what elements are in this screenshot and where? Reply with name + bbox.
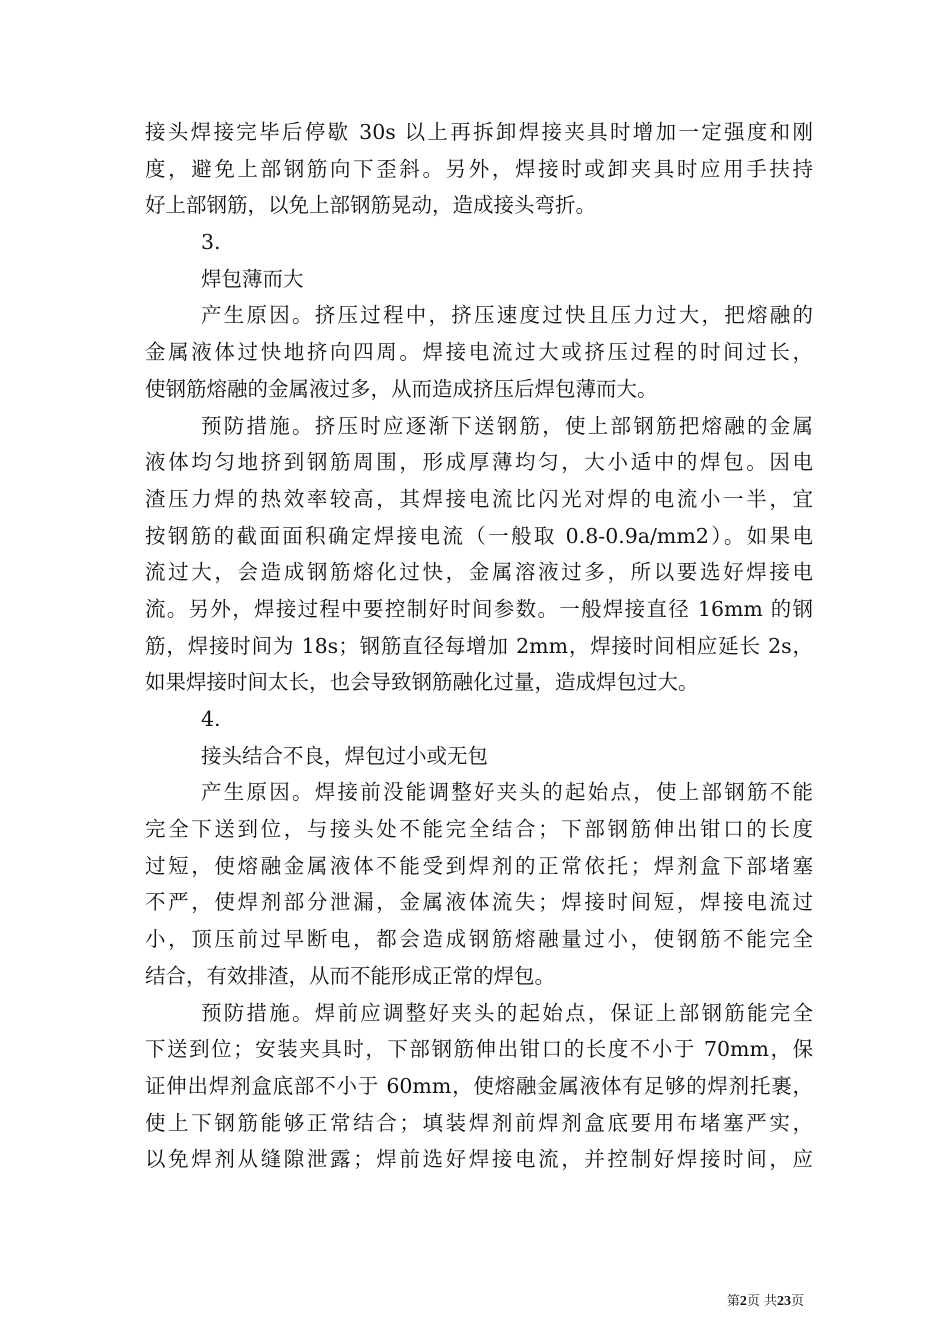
text-line: 过短，使熔融金属液体不能受到焊剂的正常依托；焊剂盒下部堵塞 bbox=[145, 853, 813, 878]
footer-suffix: 页 bbox=[790, 1294, 804, 1309]
text-line: 金属液体过快地挤向四周。焊接电流过大或挤压过程的时间过长， bbox=[145, 340, 813, 365]
text-line: 液体均匀地挤到钢筋周围，形成厚薄均匀，大小适中的焊包。因电 bbox=[145, 450, 813, 475]
current-page-number: 2 bbox=[739, 1294, 747, 1309]
text-line: 下送到位；安装夹具时，下部钢筋伸出钳口的长度不小于 70mm，保 bbox=[145, 1037, 813, 1062]
text-line: 小，顶压前过早断电，都会造成钢筋熔融量过小，使钢筋不能完全 bbox=[145, 927, 813, 952]
text-line: 好上部钢筋，以免上部钢筋晃动，造成接头弯折。 bbox=[145, 193, 596, 218]
text-line: 流。另外，焊接过程中要控制好时间参数。一般焊接直径 16mm 的钢 bbox=[145, 596, 813, 621]
total-page-count: 23 bbox=[776, 1294, 791, 1309]
text-line: 预防措施。挤压时应逐渐下送钢筋，使上部钢筋把熔融的金属 bbox=[201, 413, 813, 438]
text-line: 预防措施。焊前应调整好夹头的起始点，保证上部钢筋能完全 bbox=[201, 1000, 813, 1025]
text-line: 筋，焊接时间为 18s；钢筋直径每增加 2mm，焊接时间相应延长 2s， bbox=[145, 633, 813, 658]
text-line: 使钢筋熔融的金属液过多，从而造成挤压后焊包薄而大。 bbox=[145, 376, 658, 401]
footer-middle: 页 共 bbox=[746, 1294, 777, 1309]
section-number: 3. bbox=[201, 230, 221, 255]
text-line: 以免焊剂从缝隙泄露；焊前选好焊接电流，并控制好焊接时间，应 bbox=[145, 1147, 813, 1172]
text-line: 证伸出焊剂盒底部不小于 60mm，使熔融金属液体有足够的焊剂托裹， bbox=[145, 1073, 813, 1098]
text-line: 按钢筋的截面面积确定焊接电流（一般取 0.8-0.9a/mm2）。如果电 bbox=[145, 523, 813, 548]
text-line: 结合，有效排渣，从而不能形成正常的焊包。 bbox=[145, 963, 555, 988]
section-heading: 焊包薄而大 bbox=[201, 266, 304, 291]
text-line: 渣压力焊的热效率较高，其焊接电流比闪光对焊的电流小一半，宜 bbox=[145, 486, 813, 511]
section-heading: 接头结合不良，焊包过小或无包 bbox=[201, 743, 488, 768]
text-line: 使上下钢筋能够正常结合；填装焊剂前焊剂盒底要用布堵塞严实， bbox=[145, 1110, 813, 1135]
text-line: 如果焊接时间太长，也会导致钢筋融化过量，造成焊包过大。 bbox=[145, 670, 699, 695]
section-number: 4. bbox=[201, 707, 221, 731]
page-number-footer bbox=[727, 1290, 804, 1310]
body-text bbox=[145, 114, 813, 1178]
text-line: 接头焊接完毕后停歇 30s 以上再拆卸焊接夹具时增加一定强度和刚 bbox=[145, 120, 813, 144]
text-line: 不严，使焊剂部分泄漏，金属液体流失；焊接时间短，焊接电流过 bbox=[145, 890, 813, 915]
text-line: 产生原因。挤压过程中，挤压速度过快且压力过大，把熔融的 bbox=[201, 303, 813, 328]
text-line: 度，避免上部钢筋向下歪斜。另外，焊接时或卸夹具时应用手扶持 bbox=[145, 156, 813, 181]
text-line: 产生原因。焊接前没能调整好夹头的起始点，使上部钢筋不能 bbox=[201, 780, 813, 805]
footer-prefix: 第 bbox=[726, 1294, 740, 1309]
text-line: 完全下送到位，与接头处不能完全结合；下部钢筋伸出钳口的长度 bbox=[145, 817, 813, 842]
text-line: 流过大，会造成钢筋熔化过快，金属溶液过多，所以要选好焊接电 bbox=[145, 560, 813, 585]
